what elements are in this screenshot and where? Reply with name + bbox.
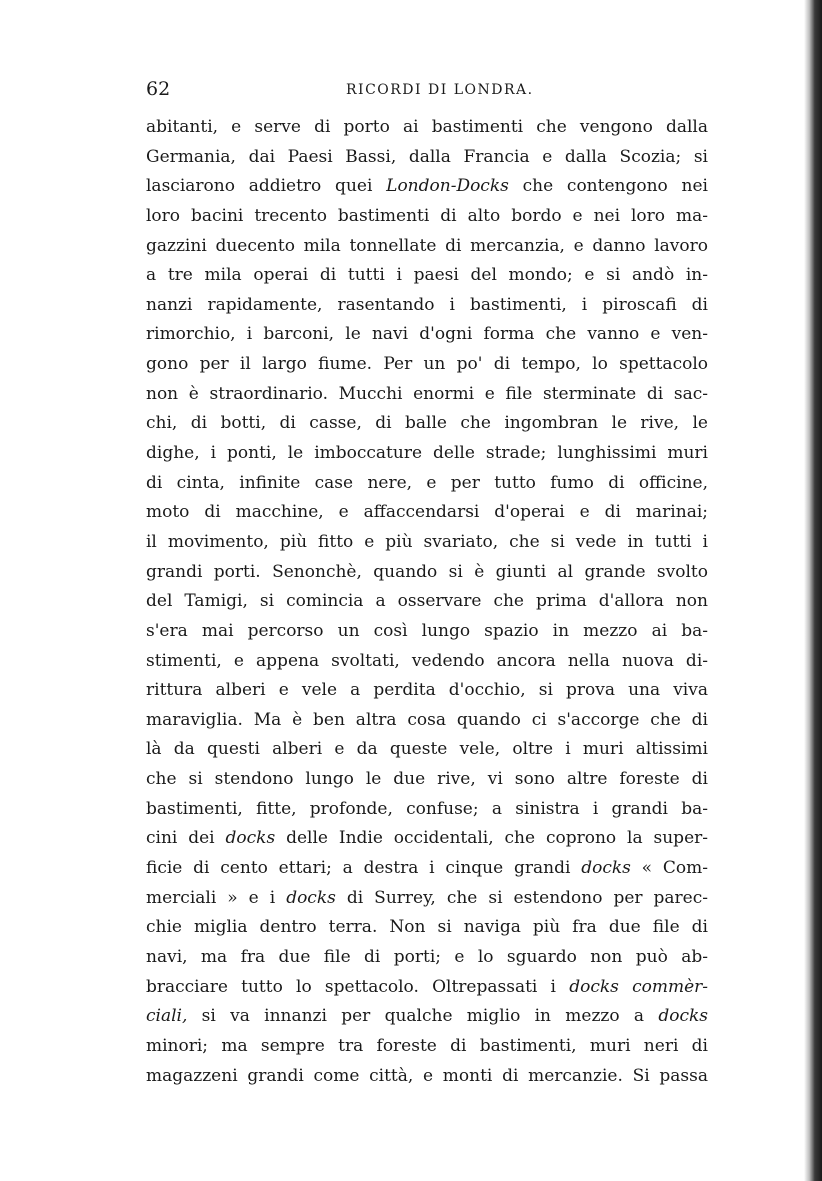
text-segment: rimorchio, i barconi, le navi d'ogni forma che vanno e ven- [146,324,708,345]
text-line [146,824,708,854]
text-line [146,320,708,350]
text-line [146,706,708,736]
page-number: 62 [146,78,171,100]
text-line [146,676,708,706]
body-text [146,113,708,1091]
text-segment: dighe, i ponti, le imboccature delle strade; lunghissimi muri [146,443,708,464]
text-line [146,1062,708,1092]
text-segment: gazzini duecento mila tonnellate di mercanzia, e danno lavoro [146,235,708,256]
text-segment: di Surrey, che si estendono per parec- [335,887,708,908]
running-head: RICORDI DI LONDRA. [346,82,534,98]
text-segment: delle Indie occidentali, che coprono la super- [275,828,708,849]
text-segment: grandi porti. Senonchè, quando si è giunti al grande svolto [146,561,708,582]
text-segment: merciali » e i [146,887,287,908]
italic-text: London-Docks [386,176,509,197]
text-line [146,884,708,914]
text-segment: stimenti, e appena svoltati, vedendo ancora nella nuova di- [146,650,708,671]
text-segment: gono per il largo fiume. Per un po' di tempo, lo spettacolo [146,354,708,375]
text-line [146,498,708,528]
text-line [146,350,708,380]
text-segment: magazzeni grandi come città, e monti di mercanzie. Si passa [146,1065,708,1086]
text-segment: navi, ma fra due file di porti; e lo sguardo non può ab- [146,946,708,967]
text-segment: bastimenti, fitte, profonde, confuse; a sinistra i grandi ba- [146,798,708,819]
text-segment: maraviglia. Ma è ben altra cosa quando ci s'accorge che di [146,709,708,730]
text-line [146,558,708,588]
text-line [146,291,708,321]
text-segment: si va innanzi per qualche miglio in mezzo a [187,1006,659,1027]
text-line [146,1032,708,1062]
text-segment: minori; ma sempre tra foreste di bastimenti, muri neri di [146,1035,708,1056]
italic-text: docks [286,887,336,908]
text-segment: chi, di botti, di casse, di balle che ingombran le rive, le [146,413,708,434]
italic-text: docks [658,1006,708,1027]
text-segment: « Com- [630,858,708,879]
text-line [146,232,708,262]
text-line [146,261,708,291]
italic-text: docks [225,828,276,849]
text-line [146,587,708,617]
text-line [146,202,708,232]
italic-text: ciali, [146,1006,188,1027]
text-segment: cini dei [146,828,226,849]
italic-text: docks [581,858,631,879]
text-line [146,647,708,677]
text-segment: s'era mai percorso un così lungo spazio in mezzo ai ba- [146,620,708,641]
text-segment: non è straordinario. Mucchi enormi e file sterminate di sac- [146,383,708,404]
text-line [146,735,708,765]
page-header [146,74,708,104]
text-segment: loro bacini trecento bastimenti di alto bordo e nei loro ma- [146,205,708,226]
page-edge-shadow [804,0,822,1181]
text-line [146,172,708,202]
text-segment: bracciare tutto lo spettacolo. Oltrepassati i [146,976,570,997]
text-segment: rittura alberi e vele a perdita d'occhio, si prova una viva [146,680,708,701]
text-segment: abitanti, e serve di porto ai bastimenti che vengono dalla [146,117,708,137]
text-line [146,469,708,499]
text-segment: che contengono nei [508,176,708,197]
text-segment: là da questi alberi e da queste vele, oltre i muri altissimi [146,739,708,760]
text-line [146,113,708,143]
text-line [146,854,708,884]
text-segment: che si stendono lungo le due rive, vi sono altre foreste di [146,769,708,790]
text-line [146,409,708,439]
text-segment: ficie di cento ettari; a destra i cinque grandi [146,858,582,879]
text-segment: nanzi rapidamente, rasentando i bastimenti, i piroscafi di [146,294,708,315]
text-line [146,617,708,647]
text-line [146,973,708,1003]
text-segment: del Tamigi, si comincia a osservare che prima d'allora non [146,591,708,612]
text-line [146,380,708,410]
text-segment: il movimento, più fitto e più svariato, che si vede in tutti i [146,531,708,552]
text-line [146,439,708,469]
text-segment: di cinta, infinite case nere, e per tutto fumo di officine, [146,472,708,493]
text-line [146,795,708,825]
italic-text: docks commèr- [569,976,708,997]
text-segment: lasciarono addietro quei [146,176,387,197]
text-segment: moto di macchine, e affaccendarsi d'operai e di marinai; [146,502,708,523]
text-segment: a tre mila operai di tutti i paesi del mondo; e si andò in- [146,265,708,286]
text-line [146,913,708,943]
text-line [146,1002,708,1032]
text-line [146,943,708,973]
text-line [146,528,708,558]
text-line [146,143,708,173]
text-segment: Germania, dai Paesi Bassi, dalla Francia e dalla Scozia; si [146,146,708,167]
text-segment: chie miglia dentro terra. Non si naviga più fra due file di [146,917,708,938]
text-line [146,765,708,795]
